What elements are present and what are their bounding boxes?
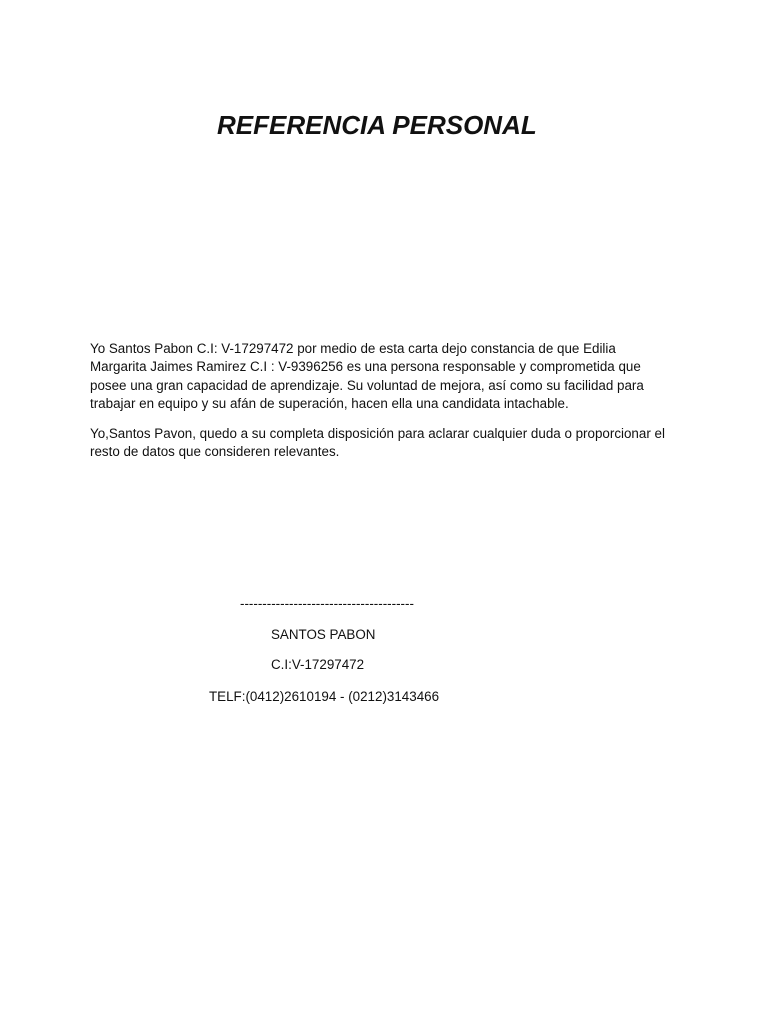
paragraph-line: Yo Santos Pabon C.I: V-17297472 por medio de esta carta dejo constancia de que Edilia [90,341,616,356]
paragraph-line: Yo,Santos Pavon, quedo a su completa disposición para aclarar cualquier duda o proporcionar el [90,426,665,441]
paragraph-availability [90,425,690,462]
paragraph-line: resto de datos que consideren relevantes. [90,444,340,460]
signature-name: SANTOS PABON [271,627,376,642]
paragraph-line: trabajar en equipo y su afán de superación, hacen ella una candidata intachable. [90,395,569,411]
document-title: REFERENCIA PERSONAL [217,110,537,140]
signature-id: C.I:V-17297472 [271,657,365,672]
paragraph-line: Margarita Jaimes Ramirez C.I : V-9396256 es una persona responsable y comprometida que [90,359,641,375]
paragraph-line: posee una gran capacidad de aprendizaje. Su voluntad de mejora, así como su facilidad para [90,377,644,393]
signature-phone: TELF:(0412)2610194 - (0212)3143466 [209,689,440,704]
paragraph-reference [90,340,690,413]
signature-line: --------------------------------------- [240,596,414,611]
